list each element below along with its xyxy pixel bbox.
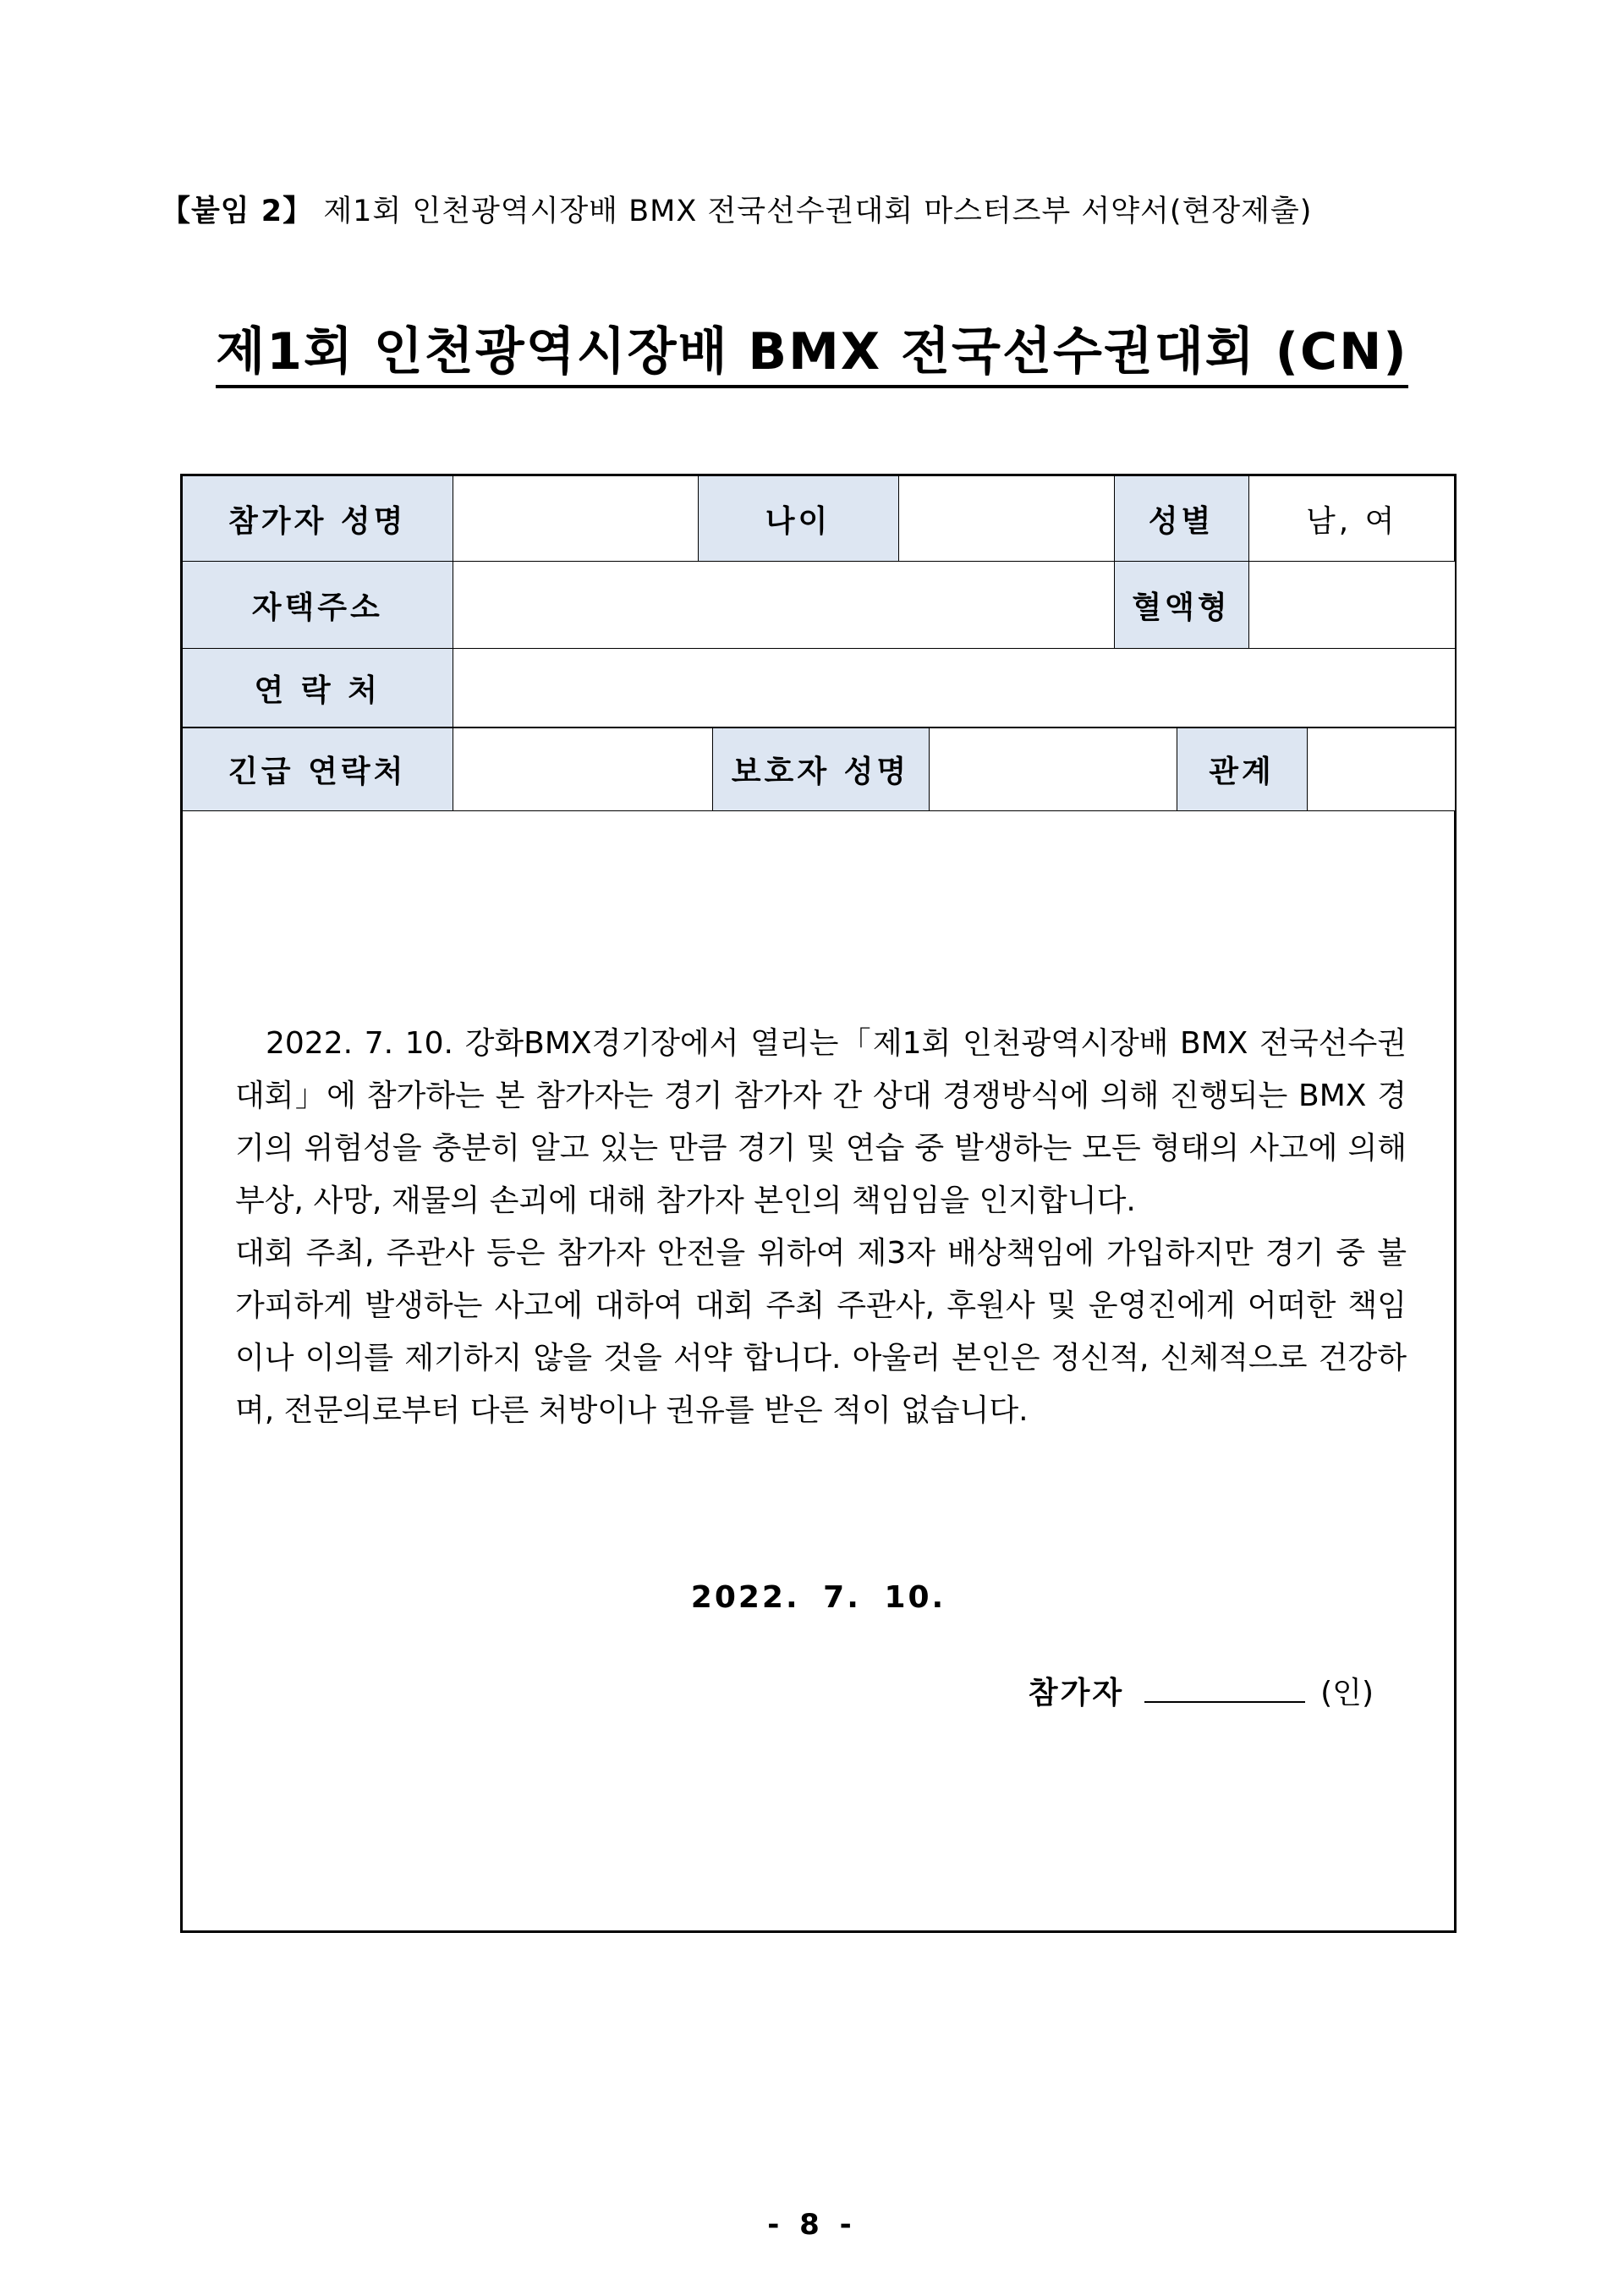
age-field[interactable] — [898, 476, 1114, 562]
pledge-text — [235, 1018, 1407, 1437]
gender-field[interactable]: 남, 여 — [1248, 476, 1455, 562]
blood-type-label: 혈액형 — [1114, 562, 1248, 649]
pledge-date: 2022. 7. 10. — [690, 1580, 946, 1615]
participant-info-table — [183, 476, 1455, 727]
emergency-info-table — [183, 727, 1455, 811]
gender-label: 성별 — [1114, 476, 1248, 562]
emergency-contact-field[interactable] — [453, 728, 712, 811]
signature-label: 참가자 — [1028, 1676, 1125, 1710]
address-field[interactable] — [453, 562, 1114, 649]
signature-field[interactable] — [1144, 1676, 1305, 1703]
contact-label: 연 락 처 — [183, 649, 453, 727]
pledge-paragraph-1: 2022. 7. 10. 강화BMX경기장에서 열리는「제1회 인천광역시장배 BMX 전국선수권대회」에 참가하는 본 참가자는 경기 참가자 간 상대 경쟁방식에 의해 진행되는 BMX 경기의 위험성을 충분히 알고 있는 만큼 경기 및 연습 중 발생하는 모든 형태의 사고에 의해 부상, 사망, 재물의 손괴에 대해 참가자 본인의 책임임을 인지합니다. — [235, 1026, 1407, 1218]
participant-name-label: 참가자 성명 — [183, 476, 453, 562]
relation-label: 관계 — [1177, 728, 1307, 811]
guardian-name-field[interactable] — [929, 728, 1177, 811]
guardian-name-label: 보호자 성명 — [712, 728, 929, 811]
emergency-contact-label: 긴급 연락처 — [183, 728, 453, 811]
attachment-text: 제1회 인천광역시장배 BMX 전국선수권대회 마스터즈부 서약서(현장제출) — [323, 195, 1313, 228]
page-number: - 8 - — [767, 2208, 857, 2242]
seal-mark: (인) — [1320, 1676, 1374, 1710]
attachment-tag: 【붙임 2】 — [161, 195, 314, 228]
attachment-heading — [161, 188, 1480, 230]
pledge-form — [180, 474, 1457, 1933]
participant-name-field[interactable] — [453, 476, 698, 562]
contact-field[interactable] — [453, 649, 1455, 727]
document-title — [0, 311, 1624, 384]
pledge-paragraph-2: 대회 주최, 주관사 등은 참가자 안전을 위하여 제3자 배상책임에 가입하지만 경기 중 불가피하게 발생하는 사고에 대하여 대회 주최 주관사, 후원사 및 운영진에게 어떠한 책임이나 이의를 제기하지 않을 것을 서약 합니다. 아울러 본인은 정신적, 신체적으로 건강하며, 전문의로부터 다른 처방이나 권유를 받은 적이 없습니다. — [235, 1236, 1407, 1428]
address-label: 자택주소 — [183, 562, 453, 649]
relation-field[interactable] — [1307, 728, 1455, 811]
document-title-text: 제1회 인천광역시장배 BMX 전국선수권대회 (CN) — [216, 322, 1407, 388]
signature-line — [1029, 1669, 1374, 1712]
age-label: 나이 — [698, 476, 898, 562]
blood-type-field[interactable] — [1248, 562, 1455, 649]
